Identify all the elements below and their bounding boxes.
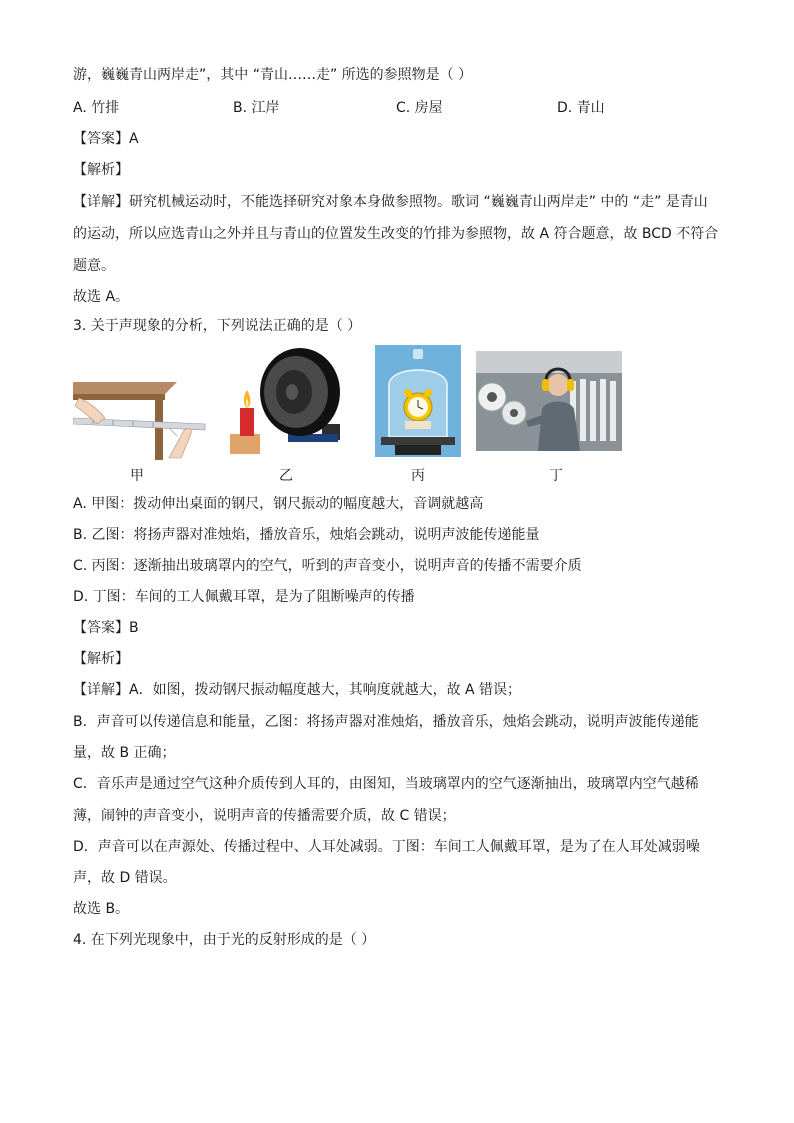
q3-conclusion: 故选 B。 xyxy=(73,901,130,917)
q2-detail-line-1: 【详解】研究机械运动时，不能选择研究对象本身做参照物。歌词 “巍巍青山两岸走” 中的 “走” 是青山 xyxy=(73,194,708,210)
q2-conclusion: 故选 A。 xyxy=(73,289,130,305)
figure-ding-worker-earmuffs xyxy=(476,351,622,451)
figure-caption-ding: 丁 xyxy=(549,468,563,484)
q3-detail-line-5: 薄，闹钟的声音变小，说明声音的传播需要介质，故 C 错误； xyxy=(73,808,456,824)
q3-detail-line-4: C．音乐声是通过空气这种介质传到人耳的，由图知，当玻璃罩内的空气逐渐抽出，玻璃罩内空气越稀 xyxy=(73,776,699,792)
q3-option-a: A. 甲图：拨动伸出桌面的钢尺，钢尺振动的幅度越大，音调就越高 xyxy=(73,496,484,512)
q3-detail-line-6: D．声音可以在声源处、传播过程中、人耳处减弱。丁图：车间工人佩戴耳罩，是为了在人耳处减弱噪 xyxy=(73,839,700,855)
q2-detail-line-3: 题意。 xyxy=(73,258,115,274)
q2-option-d: D. 青山 xyxy=(557,100,605,116)
figure-caption-bing: 丙 xyxy=(411,468,425,484)
q2-answer: 【答案】A xyxy=(73,131,139,147)
q3-option-c: C. 丙图：逐渐抽出玻璃罩内的空气，听到的声音变小，说明声音的传播不需要介质 xyxy=(73,558,582,574)
q3-option-b: B. 乙图：将扬声器对准烛焰，播放音乐，烛焰会跳动，说明声波能传递能量 xyxy=(73,527,540,543)
question-4-stem: 4. 在下列光现象中，由于光的反射形成的是（ ） xyxy=(73,932,376,948)
q3-detail-line-7: 声，故 D 错误。 xyxy=(73,870,177,886)
q3-answer: 【答案】B xyxy=(73,620,139,636)
q2-option-c: C. 房屋 xyxy=(396,100,443,116)
q2-detail-line-2: 的运动，所以应选青山之外并且与青山的位置发生改变的竹排为参照物，故 A 符合题意，故 BCD 不符合 xyxy=(73,226,719,242)
figure-yi-speaker-candle xyxy=(230,346,342,460)
q2-analysis-heading: 【解析】 xyxy=(73,162,129,178)
question-2-stem-continued: 游，巍巍青山两岸走”，其中 “青山……走” 所选的参照物是（ ） xyxy=(73,67,473,83)
q3-detail-line-2: B．声音可以传递信息和能量，乙图：将扬声器对准烛焰，播放音乐，烛焰会跳动，说明声波能传递能 xyxy=(73,714,699,730)
q3-detail-line-1: 【详解】A．如图，拨动钢尺振动幅度越大，其响度就越大，故 A 错误； xyxy=(73,682,522,698)
figure-jia-ruler-on-table xyxy=(73,380,213,460)
q2-option-b: B. 江岸 xyxy=(233,100,280,116)
figure-bing-bell-jar-clock xyxy=(375,345,461,457)
q3-analysis-heading: 【解析】 xyxy=(73,651,129,667)
question-3-stem: 3. 关于声现象的分析，下列说法正确的是（ ） xyxy=(73,318,362,334)
figure-caption-jia: 甲 xyxy=(130,468,144,484)
figure-caption-yi: 乙 xyxy=(279,468,293,484)
q3-detail-line-3: 量，故 B 正确； xyxy=(73,745,176,761)
q3-option-d: D. 丁图：车间的工人佩戴耳罩，是为了阻断噪声的传播 xyxy=(73,589,415,605)
q2-option-a: A. 竹排 xyxy=(73,100,120,116)
